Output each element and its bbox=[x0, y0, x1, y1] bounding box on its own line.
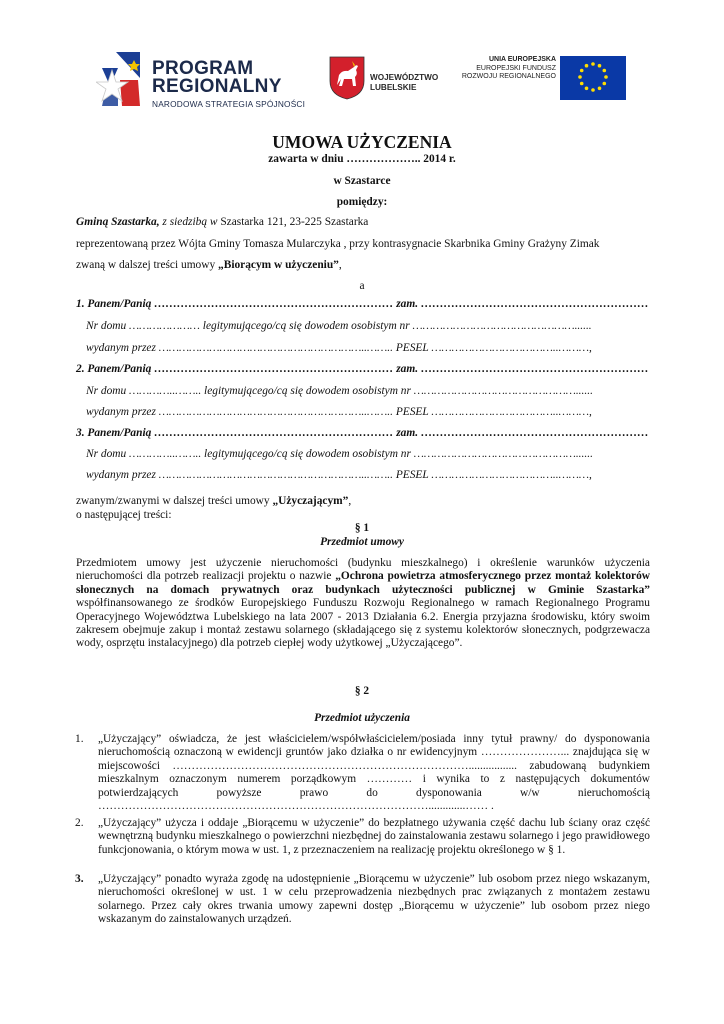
item-1-number: 1. bbox=[75, 733, 84, 745]
item-3-number: 3. bbox=[75, 873, 84, 885]
borrower-address: Szastarka 121, 23-225 Szastarka bbox=[217, 216, 369, 228]
section-1-title: Przedmiot umowy bbox=[320, 536, 404, 548]
lender-called-prefix: zwanym/zwanymi w dalszej treści umowy bbox=[76, 495, 273, 507]
lender-called-name: „Użyczającym” bbox=[272, 495, 349, 507]
lender-2-id-line: Nr domu …………..…….. legitymującego/cą się dowodem osobistym nr …………………………………………...... bbox=[86, 385, 593, 397]
section-2-item-1 bbox=[0, 733, 724, 813]
borrower-called-line bbox=[76, 259, 342, 272]
eu-fund-label bbox=[458, 56, 556, 82]
program-logo-line2: REGIONALNY bbox=[152, 76, 282, 97]
borrower-line bbox=[76, 216, 368, 229]
region-name-line1: WOJEWÓDZTWO bbox=[370, 73, 439, 82]
section-1-body bbox=[76, 557, 650, 651]
and-label: a bbox=[359, 280, 365, 292]
document-date-line: zawarta w dniu ……………….. 2014 r. bbox=[268, 153, 456, 165]
section-2-item-3 bbox=[0, 873, 724, 929]
borrower-called-name: „Biorącym w użyczeniu” bbox=[218, 259, 339, 271]
borrower-representation: reprezentowaną przez Wójta Gminy Tomasza Mularczyka , przy kontrasygnacie Skarbnika Gminy Grażyny Zimak bbox=[76, 238, 600, 250]
eu-flag-icon bbox=[560, 56, 626, 100]
region-name-line2: LUBELSKIE bbox=[370, 83, 417, 92]
lender-3-id-line: Nr domu …………..…….. legitymującego/cą się dowodem osobistym nr …………………………………………...... bbox=[86, 448, 593, 460]
borrower-name: Gminą Szastarka, bbox=[76, 216, 160, 228]
between-label: pomiędzy: bbox=[336, 196, 388, 208]
program-regionalny-logo bbox=[96, 46, 328, 112]
section-1-text-a: Przedmiotem umowy jest użyczenie nieruchomości (budynku mieszkalnego) i określenie warunków użyczenia nieruchomości dla potrzeb realizacji projektu o nazwie bbox=[76, 557, 650, 583]
item-2-text: „Użyczający” użycza i oddaje „Biorącemu w użyczenie” do bezpłatnego używania część dachu lub ściany oraz część wewnętrzną budynku mieszkalnego o powierzchni niezbędnej do zainstalowania zestawu solarnego i jego prawidłowego funkcjonowania, o którym mowa w ust. 1, z przeznaczeniem na realizację projektu określonego w § 1. bbox=[98, 817, 650, 856]
lender-1-id-line: Nr domu ………………… legitymującego/cą się dowodem osobistym nr …………………………………………...... bbox=[86, 320, 592, 332]
eu-label-line3: ROZWOJU REGIONALNEGO bbox=[461, 73, 556, 81]
item-1-text: „Użyczający” oświadcza, że jest właścicielem/współwłaścicielem/posiada inny tytuł prawny/ do dysponowania nieruchomością oznaczoną w ewidencji gruntów jako działka o nr ewidencyjnym …………………... znajdująca się w miejscowości ……………………………………………………………………................. zabudowaną budynkiem mieszkalnym oznaczonym numerem porządkowym ………… i wynika to z następujących dokumentów potwierdzających powyższe prawo do dysponowania w/w nieruchomością …………………………………………………………………………….............…… . bbox=[98, 733, 650, 813]
document-title: UMOWA UŻYCZENIA bbox=[272, 132, 452, 152]
lender-1-pesel-line: wydanym przez ……………………………………………………..…….. PESEL ………………………………..………, bbox=[86, 342, 592, 354]
lender-3-pesel-line: wydanym przez ……………………………………………………..…….. PESEL ………………………………..………, bbox=[86, 469, 592, 481]
eu-label-line1: UNIA EUROPEJSKA bbox=[488, 56, 556, 63]
section-2-item-2 bbox=[0, 817, 724, 871]
lender-2-pesel-line: wydanym przez ……………………………………………………..…….. PESEL ………………………………..………, bbox=[86, 406, 592, 418]
section-1-text-b: współfinansowanego ze środków Europejskiego Funduszu Rozwoju Regionalnego w ramach Regionalnego Programu Operacyjnego Województwa Lubelskiego na lata 2007 - 2013 Działania 6.2. Energia przyjazna środowisku, który swoim zakresem obejmuje zakup i montaż zestawu solarnego (składającego się z systemu kolektorów słonecznych, podgrzewacza wody, osprzętu instalacyjnego) dla potrzeb ciepłej wody użytkowej „Użyczającego”. bbox=[76, 597, 650, 650]
lender-3-name-line: 3. Panem/Panią ……………………………………………………… zam. …………………………………………………… bbox=[76, 427, 649, 439]
eu-label-line2: EUROPEJSKI FUNDUSZ bbox=[476, 64, 556, 72]
section-2-number: § 2 bbox=[354, 685, 370, 697]
program-logo-subtitle: NARODOWA STRATEGIA SPÓJNOŚCI bbox=[152, 99, 306, 109]
borrower-seat-prefix: z siedzibą w bbox=[159, 216, 218, 228]
section-1-number: § 1 bbox=[354, 522, 370, 534]
borrower-called-prefix: zwaną w dalszej treści umowy bbox=[76, 259, 219, 271]
lubelskie-logo bbox=[328, 55, 468, 101]
lender-called-suffix: , bbox=[348, 495, 352, 507]
lender-1-name-line: 1. Panem/Panią ……………………………………………………… zam. …………………………………………………… bbox=[76, 298, 649, 310]
item-3-text: „Użyczający” ponadto wyraża zgodę na udostępnienie „Biorącemu w użyczenie” lub osobom przez niego wskazanym, nieruchomości określonej w ust. 1 w celu przeprowadzenia niezbędnych prac związanych z montażem zestawu solarnego. Przez cały okres trwania umowy zapewni dostęp „Biorącemu w użyczenie” lub osobom przez niego wskazanym do zainstalowanych urządzeń. bbox=[98, 873, 650, 926]
lender-called-line bbox=[76, 495, 351, 508]
lender-2-name-line: 2. Panem/Panią ……………………………………………………… zam. …………………………………………………… bbox=[76, 363, 649, 375]
project-name: „Ochrona powietrza atmosferycznego przez montaż kolektorów słonecznych na domach prywatnych oraz budynkach użyteczności publicznej w Gminie Szastarka” bbox=[76, 570, 651, 596]
lubelskie-coat-of-arms-icon bbox=[328, 55, 366, 101]
document-place: w Szastarce bbox=[333, 175, 391, 187]
section-2-title: Przedmiot użyczenia bbox=[314, 712, 410, 724]
program-logo-line1: PROGRAM bbox=[152, 58, 254, 79]
following-text: o następującej treści: bbox=[76, 509, 172, 521]
item-2-number: 2. bbox=[75, 817, 84, 829]
borrower-called-suffix: , bbox=[338, 259, 342, 271]
program-regionalny-emblem-icon bbox=[96, 46, 146, 110]
